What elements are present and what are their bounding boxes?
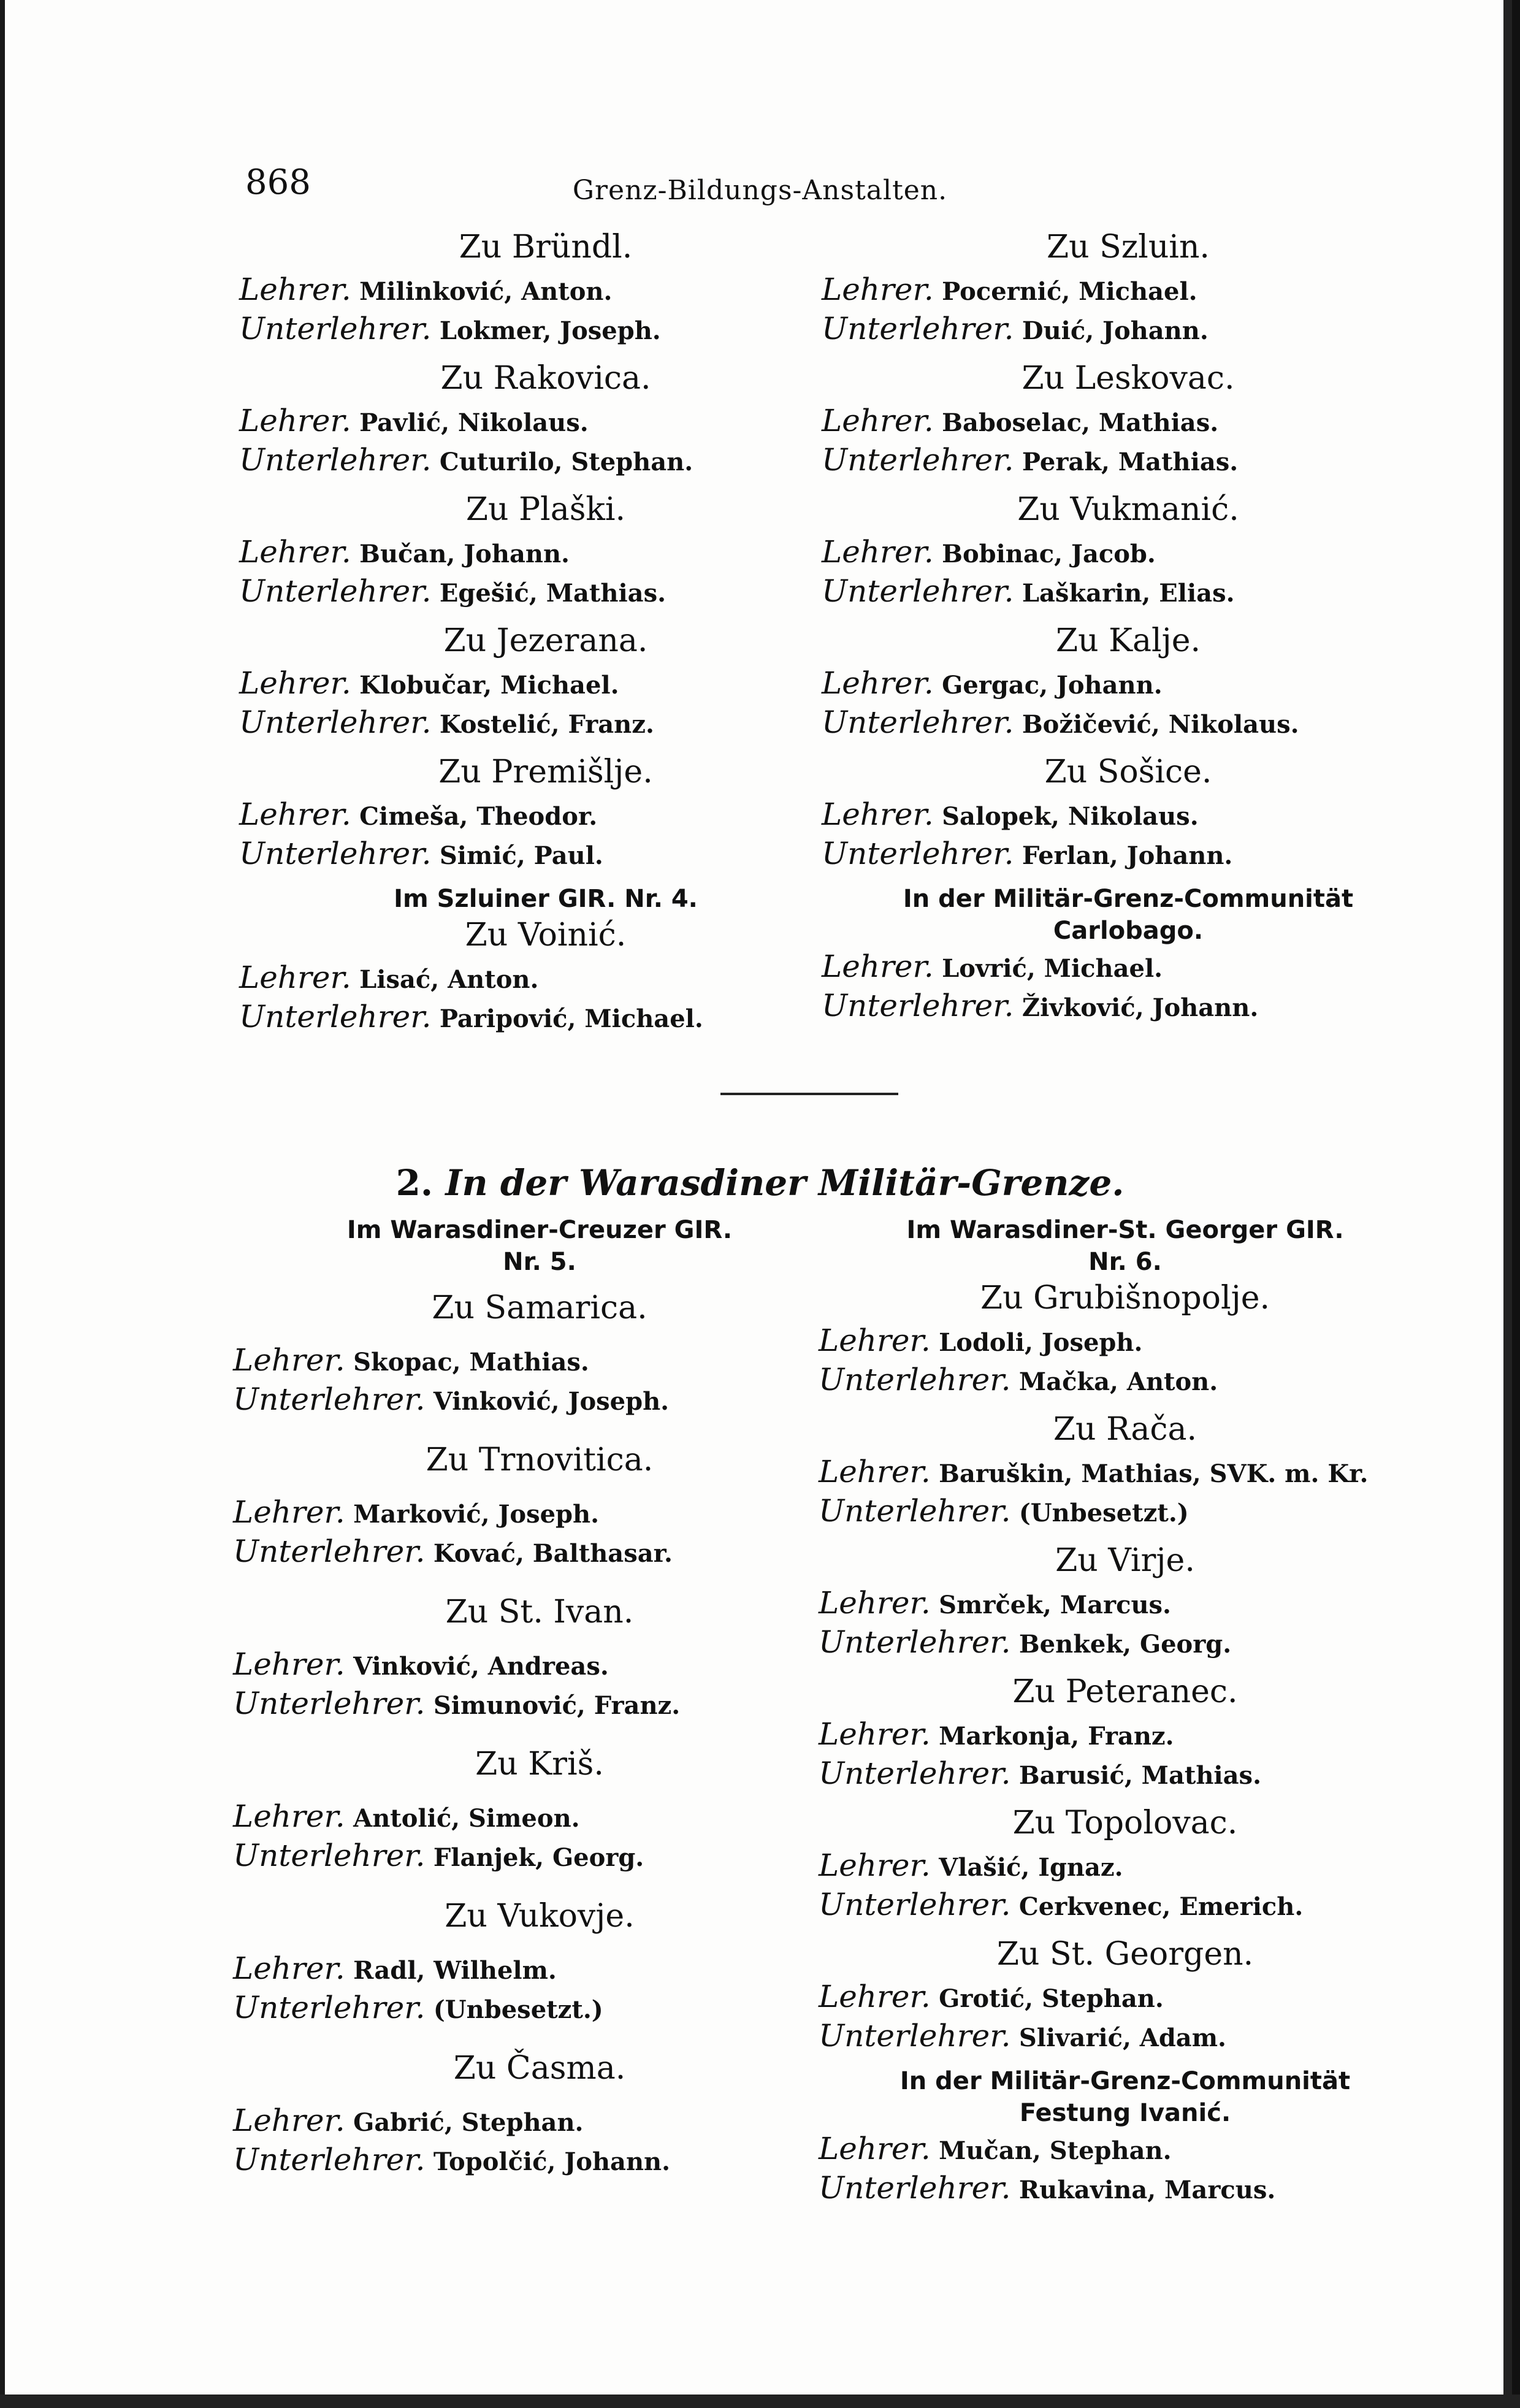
regiment-heading: Im Szluiner GIR. Nr. 4.	[394, 885, 698, 913]
role-label: Lehrer.	[233, 2103, 345, 2138]
role-label: Unterlehrer.	[233, 1382, 426, 1417]
school-place: Zu Bründl.	[459, 229, 633, 266]
unterlehrer-line	[233, 1836, 846, 1875]
lehrer-line	[822, 401, 1435, 440]
communitat-heading: In der Militär-Grenz-Communität	[899, 2067, 1351, 2095]
role-label: Lehrer.	[819, 1716, 931, 1752]
lehrer-line	[819, 1452, 1432, 1491]
role-label: Lehrer.	[822, 949, 934, 984]
lehrer-line	[822, 795, 1435, 834]
teacher-name: Vinković, Joseph.	[433, 1387, 670, 1416]
teacher-name: (Unbesetzt.)	[433, 1995, 603, 2024]
unterlehrer-line	[239, 440, 852, 480]
role-label: Unterlehrer.	[822, 705, 1014, 740]
teacher-name: Lokmer, Joseph.	[439, 316, 661, 345]
unterlehrer-line	[819, 2016, 1432, 2055]
lehrer-line	[819, 1977, 1432, 2016]
teacher-name: Slivarić, Adam.	[1018, 2024, 1226, 2052]
role-label: Unterlehrer.	[819, 1362, 1011, 1397]
role-label: Lehrer.	[819, 2131, 931, 2166]
unterlehrer-line	[819, 1754, 1432, 1793]
unterlehrer-line	[822, 440, 1435, 480]
unterlehrer-line	[233, 2140, 846, 2179]
role-label: Lehrer.	[233, 1951, 345, 1986]
school-entry	[239, 227, 852, 348]
role-label: Unterlehrer.	[822, 573, 1014, 609]
school-place: Zu Leskovac.	[1022, 360, 1235, 397]
school-entry	[233, 1744, 846, 1875]
role-label: Unterlehrer.	[233, 1990, 426, 2025]
role-label: Unterlehrer.	[239, 836, 432, 871]
role-label: Lehrer.	[822, 272, 934, 307]
unterlehrer-line	[822, 309, 1435, 348]
unterlehrer-line	[822, 986, 1435, 1025]
school-place: Zu Časma.	[453, 2050, 626, 2087]
lehrer-line	[819, 1583, 1432, 1623]
section-heading	[0, 1162, 1520, 1204]
lehrer-line	[822, 532, 1435, 571]
communitat-block	[822, 883, 1435, 1025]
unterlehrer-line	[239, 703, 852, 742]
teacher-name: Lodoli, Joseph.	[939, 1328, 1143, 1357]
teacher-name: Mačka, Anton.	[1018, 1367, 1218, 1396]
unterlehrer-line	[819, 1623, 1432, 1662]
unterlehrer-line	[239, 309, 852, 348]
regiment-heading: Im Warasdiner-St. Georger GIR.	[906, 1216, 1344, 1244]
school-entry	[822, 227, 1435, 348]
teacher-name: Milinković, Anton.	[359, 277, 613, 306]
communitat-heading: In der Militär-Grenz-Communität	[903, 885, 1354, 913]
role-label: Unterlehrer.	[822, 442, 1014, 478]
teacher-name: Salopek, Nikolaus.	[942, 802, 1199, 831]
lehrer-line	[822, 663, 1435, 703]
teacher-name: Smrček, Marcus.	[939, 1591, 1171, 1619]
role-label: Unterlehrer.	[819, 1624, 1011, 1660]
teacher-name: Vlašić, Ignaz.	[939, 1853, 1123, 1882]
lehrer-line	[233, 1949, 846, 1988]
school-entry	[819, 1409, 1432, 1531]
teacher-name: Flanjek, Georg.	[433, 1843, 644, 1872]
role-label: Unterlehrer.	[233, 1534, 426, 1569]
school-entry	[239, 358, 852, 480]
teacher-name: Simić, Paul.	[439, 841, 603, 870]
role-label: Unterlehrer.	[819, 1887, 1011, 1922]
unterlehrer-line	[233, 1684, 846, 1723]
teacher-name: Skopac, Mathias.	[353, 1348, 589, 1377]
unterlehrer-line	[819, 1885, 1432, 1924]
role-label: Unterlehrer.	[822, 311, 1014, 346]
school-entry	[819, 1803, 1432, 1924]
school-place: Zu Vukmanić.	[1017, 491, 1239, 528]
page-number: 868	[245, 162, 311, 202]
teacher-name: Marković, Joseph.	[353, 1500, 600, 1529]
lower-right-column	[819, 1214, 1432, 2207]
role-label: Lehrer.	[239, 403, 351, 438]
lehrer-line	[819, 1714, 1432, 1754]
regiment-heading-number: Nr. 5.	[503, 1248, 576, 1276]
lehrer-line	[819, 1846, 1432, 1885]
role-label: Unterlehrer.	[819, 2018, 1011, 2054]
role-label: Unterlehrer.	[822, 836, 1014, 871]
school-place: Zu Voinić.	[465, 917, 627, 954]
lehrer-line	[819, 2129, 1432, 2168]
school-place: Zu Topolovac.	[1012, 1805, 1238, 1841]
lehrer-line	[233, 1645, 846, 1684]
school-entry	[819, 1278, 1432, 1399]
role-label: Lehrer.	[239, 665, 351, 701]
teacher-name: (Unbesetzt.)	[1018, 1499, 1189, 1527]
role-label: Unterlehrer.	[819, 1493, 1011, 1529]
teacher-name: Pavlić, Nikolaus.	[359, 408, 589, 437]
school-entry	[233, 1440, 846, 1571]
lehrer-line	[233, 1797, 846, 1836]
section-title: In der Warasdiner Militär-Grenze.	[445, 1162, 1125, 1204]
school-entry	[233, 1592, 846, 1723]
teacher-name: Kovać, Balthasar.	[433, 1539, 673, 1568]
unterlehrer-line	[822, 834, 1435, 873]
teacher-name: Pocernić, Michael.	[942, 277, 1197, 306]
school-entry	[822, 489, 1435, 611]
role-label: Lehrer.	[819, 1979, 931, 2014]
upper-right-column	[822, 227, 1435, 1025]
teacher-name: Ferlan, Johann.	[1022, 841, 1233, 870]
school-place: Zu Peteranec.	[1012, 1673, 1238, 1710]
school-entry	[822, 358, 1435, 480]
teacher-name: Gabrić, Stephan.	[353, 2108, 584, 2137]
teacher-name: Cimeša, Theodor.	[359, 802, 598, 831]
communitat-block	[819, 2065, 1432, 2207]
communitat-heading-place: Carlobago.	[1053, 917, 1204, 945]
page-edge-bottom	[0, 2395, 1520, 2408]
role-label: Lehrer.	[819, 1454, 931, 1489]
school-place: Zu Jezerana.	[443, 622, 648, 659]
teacher-name: Vinković, Andreas.	[353, 1652, 609, 1681]
teacher-name: Bobinac, Jacob.	[942, 540, 1156, 568]
regiment-heading-number: Nr. 6.	[1088, 1248, 1162, 1276]
regiment-block	[239, 883, 852, 1036]
teacher-name: Cuturilo, Stephan.	[439, 448, 693, 476]
role-label: Lehrer.	[239, 534, 351, 570]
role-label: Lehrer.	[822, 403, 934, 438]
role-label: Unterlehrer.	[239, 442, 432, 478]
lehrer-line	[239, 663, 852, 703]
upper-left-column	[239, 227, 852, 1036]
unterlehrer-line	[239, 571, 852, 611]
lehrer-line	[822, 947, 1435, 986]
role-label: Lehrer.	[233, 1798, 345, 1834]
school-entry	[233, 2048, 846, 2179]
school-place: Zu Virje.	[1055, 1542, 1195, 1579]
school-entry	[233, 1896, 846, 2027]
lehrer-line	[239, 532, 852, 571]
role-label: Lehrer.	[239, 797, 351, 832]
role-label: Lehrer.	[233, 1646, 345, 1682]
unterlehrer-line	[233, 1380, 846, 1419]
unterlehrer-line	[819, 1491, 1432, 1531]
unterlehrer-line	[819, 2168, 1432, 2207]
role-label: Unterlehrer.	[233, 2142, 426, 2177]
teacher-name: Lovrić, Michael.	[942, 954, 1163, 983]
teacher-name: Rukavina, Marcus.	[1018, 2176, 1276, 2204]
school-place: Zu St. Georgen.	[996, 1936, 1254, 1973]
unterlehrer-line	[822, 703, 1435, 742]
regiment-heading: Im Warasdiner-Creuzer GIR.	[346, 1216, 733, 1244]
teacher-name: Laškarin, Elias.	[1022, 579, 1235, 608]
lehrer-line	[819, 1321, 1432, 1360]
teacher-name: Baboselac, Mathias.	[942, 408, 1219, 437]
role-label: Unterlehrer.	[239, 311, 432, 346]
section-divider	[720, 1093, 898, 1095]
teacher-name: Gergac, Johann.	[942, 671, 1163, 700]
role-label: Lehrer.	[822, 534, 934, 570]
lehrer-line	[239, 958, 852, 997]
role-label: Unterlehrer.	[822, 988, 1014, 1023]
teacher-name: Grotić, Stephan.	[939, 1984, 1164, 2013]
unterlehrer-line	[239, 834, 852, 873]
teacher-name: Lisać, Anton.	[359, 965, 539, 994]
teacher-name: Kostelić, Franz.	[439, 710, 654, 739]
role-label: Unterlehrer.	[233, 1838, 426, 1873]
role-label: Unterlehrer.	[239, 705, 432, 740]
school-place: Zu St. Ivan.	[445, 1594, 634, 1630]
communitat-heading-place: Festung Ivanić.	[1019, 2099, 1231, 2127]
unterlehrer-line	[233, 1988, 846, 2027]
school-place: Zu Szluin.	[1047, 229, 1210, 266]
lehrer-line	[233, 1493, 846, 1532]
teacher-name: Živković, Johann.	[1022, 993, 1259, 1022]
role-label: Lehrer.	[819, 1848, 931, 1883]
school-place: Zu Plaški.	[465, 491, 626, 528]
teacher-name: Baruškin, Mathias, SVK. m. Kr.	[939, 1459, 1369, 1488]
school-entry	[819, 1540, 1432, 1662]
role-label: Lehrer.	[819, 1585, 931, 1621]
role-label: Lehrer.	[819, 1323, 931, 1358]
teacher-name: Cerkvenec, Emerich.	[1018, 1892, 1304, 1921]
teacher-name: Topolčić, Johann.	[433, 2147, 671, 2176]
role-label: Lehrer.	[822, 665, 934, 701]
school-entry	[822, 621, 1435, 742]
role-label: Unterlehrer.	[239, 999, 432, 1034]
role-label: Lehrer.	[233, 1342, 345, 1378]
section-number: 2.	[395, 1162, 433, 1204]
school-entry	[233, 1288, 846, 1419]
school-place: Zu Kriš.	[475, 1746, 604, 1783]
teacher-name: Antolić, Simeon.	[353, 1804, 580, 1833]
teacher-name: Egešić, Mathias.	[439, 579, 666, 608]
teacher-name: Mučan, Stephan.	[939, 2136, 1172, 2165]
role-label: Unterlehrer.	[819, 2170, 1011, 2206]
school-entry	[819, 1672, 1432, 1793]
school-place: Zu Sošice.	[1044, 754, 1212, 790]
page-edge-right	[1503, 0, 1512, 2408]
teacher-name: Klobučar, Michael.	[359, 671, 619, 700]
lehrer-line	[233, 1340, 846, 1380]
role-label: Lehrer.	[233, 1494, 345, 1530]
teacher-name: Perak, Mathias.	[1022, 448, 1239, 476]
running-head: Grenz-Bildungs-Anstalten.	[572, 175, 948, 206]
teacher-name: Božičević, Nikolaus.	[1022, 710, 1299, 739]
school-place: Zu Trnovitica.	[426, 1442, 654, 1478]
lehrer-line	[239, 270, 852, 309]
school-entry	[822, 752, 1435, 873]
teacher-name: Paripović, Michael.	[439, 1004, 703, 1033]
school-place: Zu Grubišnopolje.	[980, 1280, 1270, 1317]
school-place: Zu Rakovica.	[440, 360, 651, 397]
school-place: Zu Vukovje.	[445, 1898, 635, 1935]
unterlehrer-line	[819, 1360, 1432, 1399]
school-place: Zu Rača.	[1053, 1411, 1197, 1448]
teacher-name: Benkek, Georg.	[1018, 1630, 1232, 1659]
role-label: Lehrer.	[239, 960, 351, 995]
school-place: Zu Samarica.	[432, 1290, 647, 1326]
role-label: Unterlehrer.	[239, 573, 432, 609]
school-place: Zu Kalje.	[1055, 622, 1201, 659]
role-label: Lehrer.	[239, 272, 351, 307]
teacher-name: Duić, Johann.	[1022, 316, 1209, 345]
lehrer-line	[239, 401, 852, 440]
lower-left-column	[233, 1214, 846, 2179]
lehrer-line	[822, 270, 1435, 309]
role-label: Lehrer.	[822, 797, 934, 832]
role-label: Unterlehrer.	[819, 1756, 1011, 1791]
teacher-name: Bučan, Johann.	[359, 540, 570, 568]
school-entry	[239, 489, 852, 611]
teacher-name: Radl, Wilhelm.	[353, 1956, 557, 1985]
lehrer-line	[239, 795, 852, 834]
school-entry	[239, 752, 852, 873]
unterlehrer-line	[233, 1532, 846, 1571]
school-entry	[239, 621, 852, 742]
teacher-name: Barusić, Mathias.	[1018, 1761, 1261, 1790]
teacher-name: Simunović, Franz.	[433, 1691, 681, 1720]
lehrer-line	[233, 2101, 846, 2140]
unterlehrer-line	[822, 571, 1435, 611]
unterlehrer-line	[239, 997, 852, 1036]
school-place: Zu Premišlje.	[438, 754, 653, 790]
role-label: Unterlehrer.	[233, 1686, 426, 1721]
school-entry	[819, 1934, 1432, 2055]
teacher-name: Markonja, Franz.	[939, 1722, 1174, 1751]
